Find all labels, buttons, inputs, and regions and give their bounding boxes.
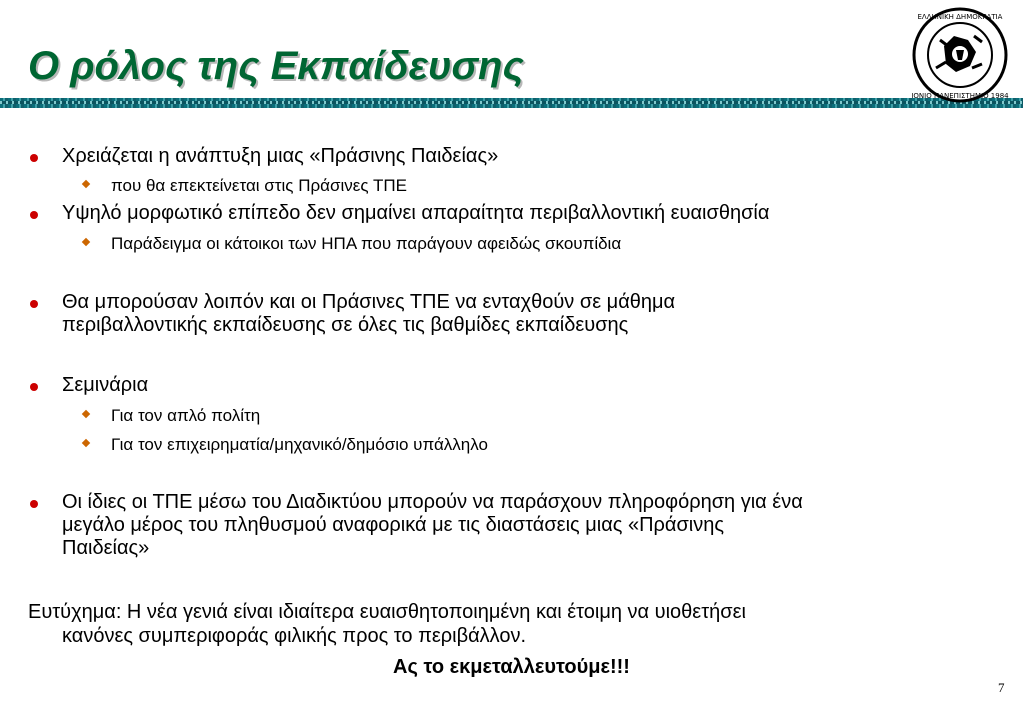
bullet-text: Χρειάζεται η ανάπτυξη μιας «Πράσινης Παιδείας»	[62, 145, 499, 167]
sub-bullet-text: που θα επεκτείνεται στις Πράσινες ΤΠΕ	[111, 176, 407, 195]
sub-bullet-text: Για τον απλό πολίτη	[111, 406, 261, 425]
bullet-dot-icon	[30, 154, 38, 162]
bullet-item	[62, 491, 1002, 560]
conclusion-line: Ευτύχημα: Η νέα γενιά είναι ιδιαίτερα ευαισθητοποιημένη και έτοιμη να υιοθετήσει	[28, 601, 746, 623]
bullet-item	[62, 291, 1002, 337]
sub-bullet-item	[111, 176, 991, 196]
bullet-text-line: Θα μπορούσαν λοιπόν και οι Πράσινες ΤΠΕ να ενταχθούν σε μάθημα	[62, 291, 676, 313]
page-number: 7	[998, 680, 1005, 695]
bullet-diamond-icon	[82, 439, 90, 447]
bullet-dot-icon	[30, 500, 38, 508]
conclusion-line: κανόνες συμπεριφοράς φιλικής προς το περιβάλλον.	[62, 625, 527, 647]
bullet-text: Σεμινάρια	[62, 374, 149, 396]
sub-bullet-text: Παράδειγμα οι κάτοικοι των ΗΠΑ που παράγουν αφειδώς σκουπίδια	[111, 234, 622, 253]
sub-bullet-text: Για τον επιχειρηματία/μηχανικό/δημόσιο υπάλληλο	[111, 435, 488, 454]
bullet-text-line: περιβαλλοντικής εκπαίδευσης σε όλες τις βαθμίδες εκπαίδευσης	[62, 314, 629, 336]
sub-bullet-item	[111, 234, 991, 254]
sub-bullet-item	[111, 435, 991, 455]
svg-text:ΕΛΛΗΝΙΚΗ ΔΗΜΟΚΡΑΤΙΑ: ΕΛΛΗΝΙΚΗ ΔΗΜΟΚΡΑΤΙΑ	[917, 13, 1003, 21]
sub-bullet-item	[111, 406, 991, 426]
bullet-item	[62, 202, 1002, 225]
call-to-action: Ας το εκμεταλλευτούμε!!!	[393, 656, 630, 678]
bullet-diamond-icon	[82, 180, 90, 188]
svg-text:ΙΟΝΙΟ ΠΑΝΕΠΙΣΤΗΜΙΟ 1984: ΙΟΝΙΟ ΠΑΝΕΠΙΣΤΗΜΙΟ 1984	[911, 92, 1009, 100]
bullet-diamond-icon	[82, 238, 90, 246]
bullet-diamond-icon	[82, 410, 90, 418]
bullet-text-line: μεγάλο μέρος του πληθυσμού αναφορικά με τις διαστάσεις μιας «Πράσινης	[62, 514, 725, 536]
title-divider	[0, 98, 1023, 108]
bullet-text-line: Οι ίδιες οι ΤΠΕ μέσω του Διαδικτύου μπορούν να παράσχουν πληροφόρηση για ένα	[62, 491, 803, 513]
conclusion-paragraph	[28, 600, 988, 648]
bullet-text: Υψηλό μορφωτικό επίπεδο δεν σημαίνει απαραίτητα περιβαλλοντική ευαισθησία	[62, 202, 770, 224]
slide-title: Ο ρόλος της Εκπαίδευσης	[28, 44, 524, 88]
bullet-dot-icon	[30, 300, 38, 308]
bullet-text-line: Παιδείας»	[62, 537, 150, 559]
bullet-item	[62, 374, 1002, 397]
bullet-dot-icon	[30, 383, 38, 391]
bullet-item	[62, 145, 1002, 168]
university-seal-icon	[910, 6, 1010, 104]
bullet-dot-icon	[30, 211, 38, 219]
